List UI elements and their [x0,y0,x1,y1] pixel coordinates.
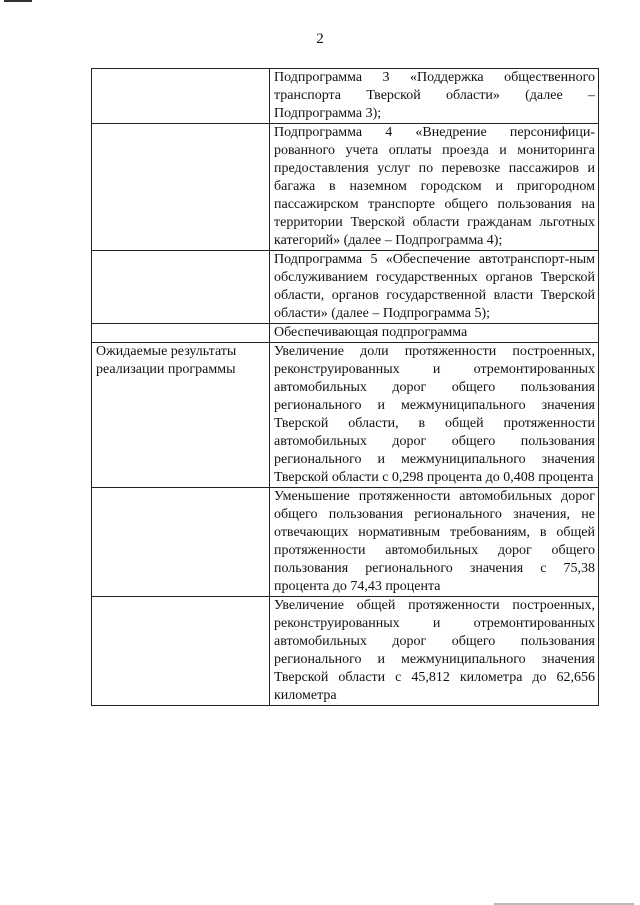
table-cell-label [92,124,270,251]
scan-artifact-top [4,0,32,2]
table-cell-label [92,488,270,597]
table-cell-text: Подпрограмма 5 «Обеспечение автотранспорт-ным обслуживанием государственных органов Тверской области, органов государственной власти Тверской области» (далее – Подпрограмма 5); [270,251,599,324]
expected-results-label: Ожидаемые результаты реализации программы [92,343,270,488]
table-cell-label [92,597,270,706]
table-row [92,251,599,324]
table-row [92,324,599,343]
table-cell-text: Подпрограмма 3 «Поддержка общественного транспорта Тверской области» (далее – Подпрограмма 3); [270,69,599,124]
table-cell-text: Увеличение доли протяженности построенных, реконструированных и отремонтированных автомобильных дорог общего пользования регионального и межмуниципального значения Тверской области, в общей протяженности автомобильных дорог общего пользования регионального и межмуниципального значения Тверской области с 0,298 процента до 0,408 процента [270,343,599,488]
table-cell-label [92,69,270,124]
table-cell-text: Уменьшение протяженности автомобильных дорог общего пользования регионального значения, не отвечающих нормативным требованиям, в общей протяженности автомобильных дорог общего пользования регионального значения с 75,38 процента до 74,43 процента [270,488,599,597]
program-passport-table [91,68,599,706]
table-cell-text: Подпрограмма 4 «Внедрение персонифици-рованного учета оплаты проезда и мониторинга предоставления услуг по перевозке пассажиров и багажа в наземном городском и пригородном пассажирском транспорте общего пользования на территории Тверской области гражданам льготных категорий» (далее – Подпрограмма 4); [270,124,599,251]
table-cell-text: Увеличение общей протяженности построенных, реконструированных и отремонтированных автомобильных дорог общего пользования регионального и межмуниципального значения Тверской области с 45,812 километра до 62,656 километра [270,597,599,706]
table-row [92,343,599,488]
table-cell-label [92,251,270,324]
table-row [92,597,599,706]
table-cell-text: Обеспечивающая подпрограмма [270,324,599,343]
table-cell-label [92,324,270,343]
table-row [92,488,599,597]
page-number: 2 [316,31,324,47]
table-row [92,69,599,124]
table-row [92,124,599,251]
